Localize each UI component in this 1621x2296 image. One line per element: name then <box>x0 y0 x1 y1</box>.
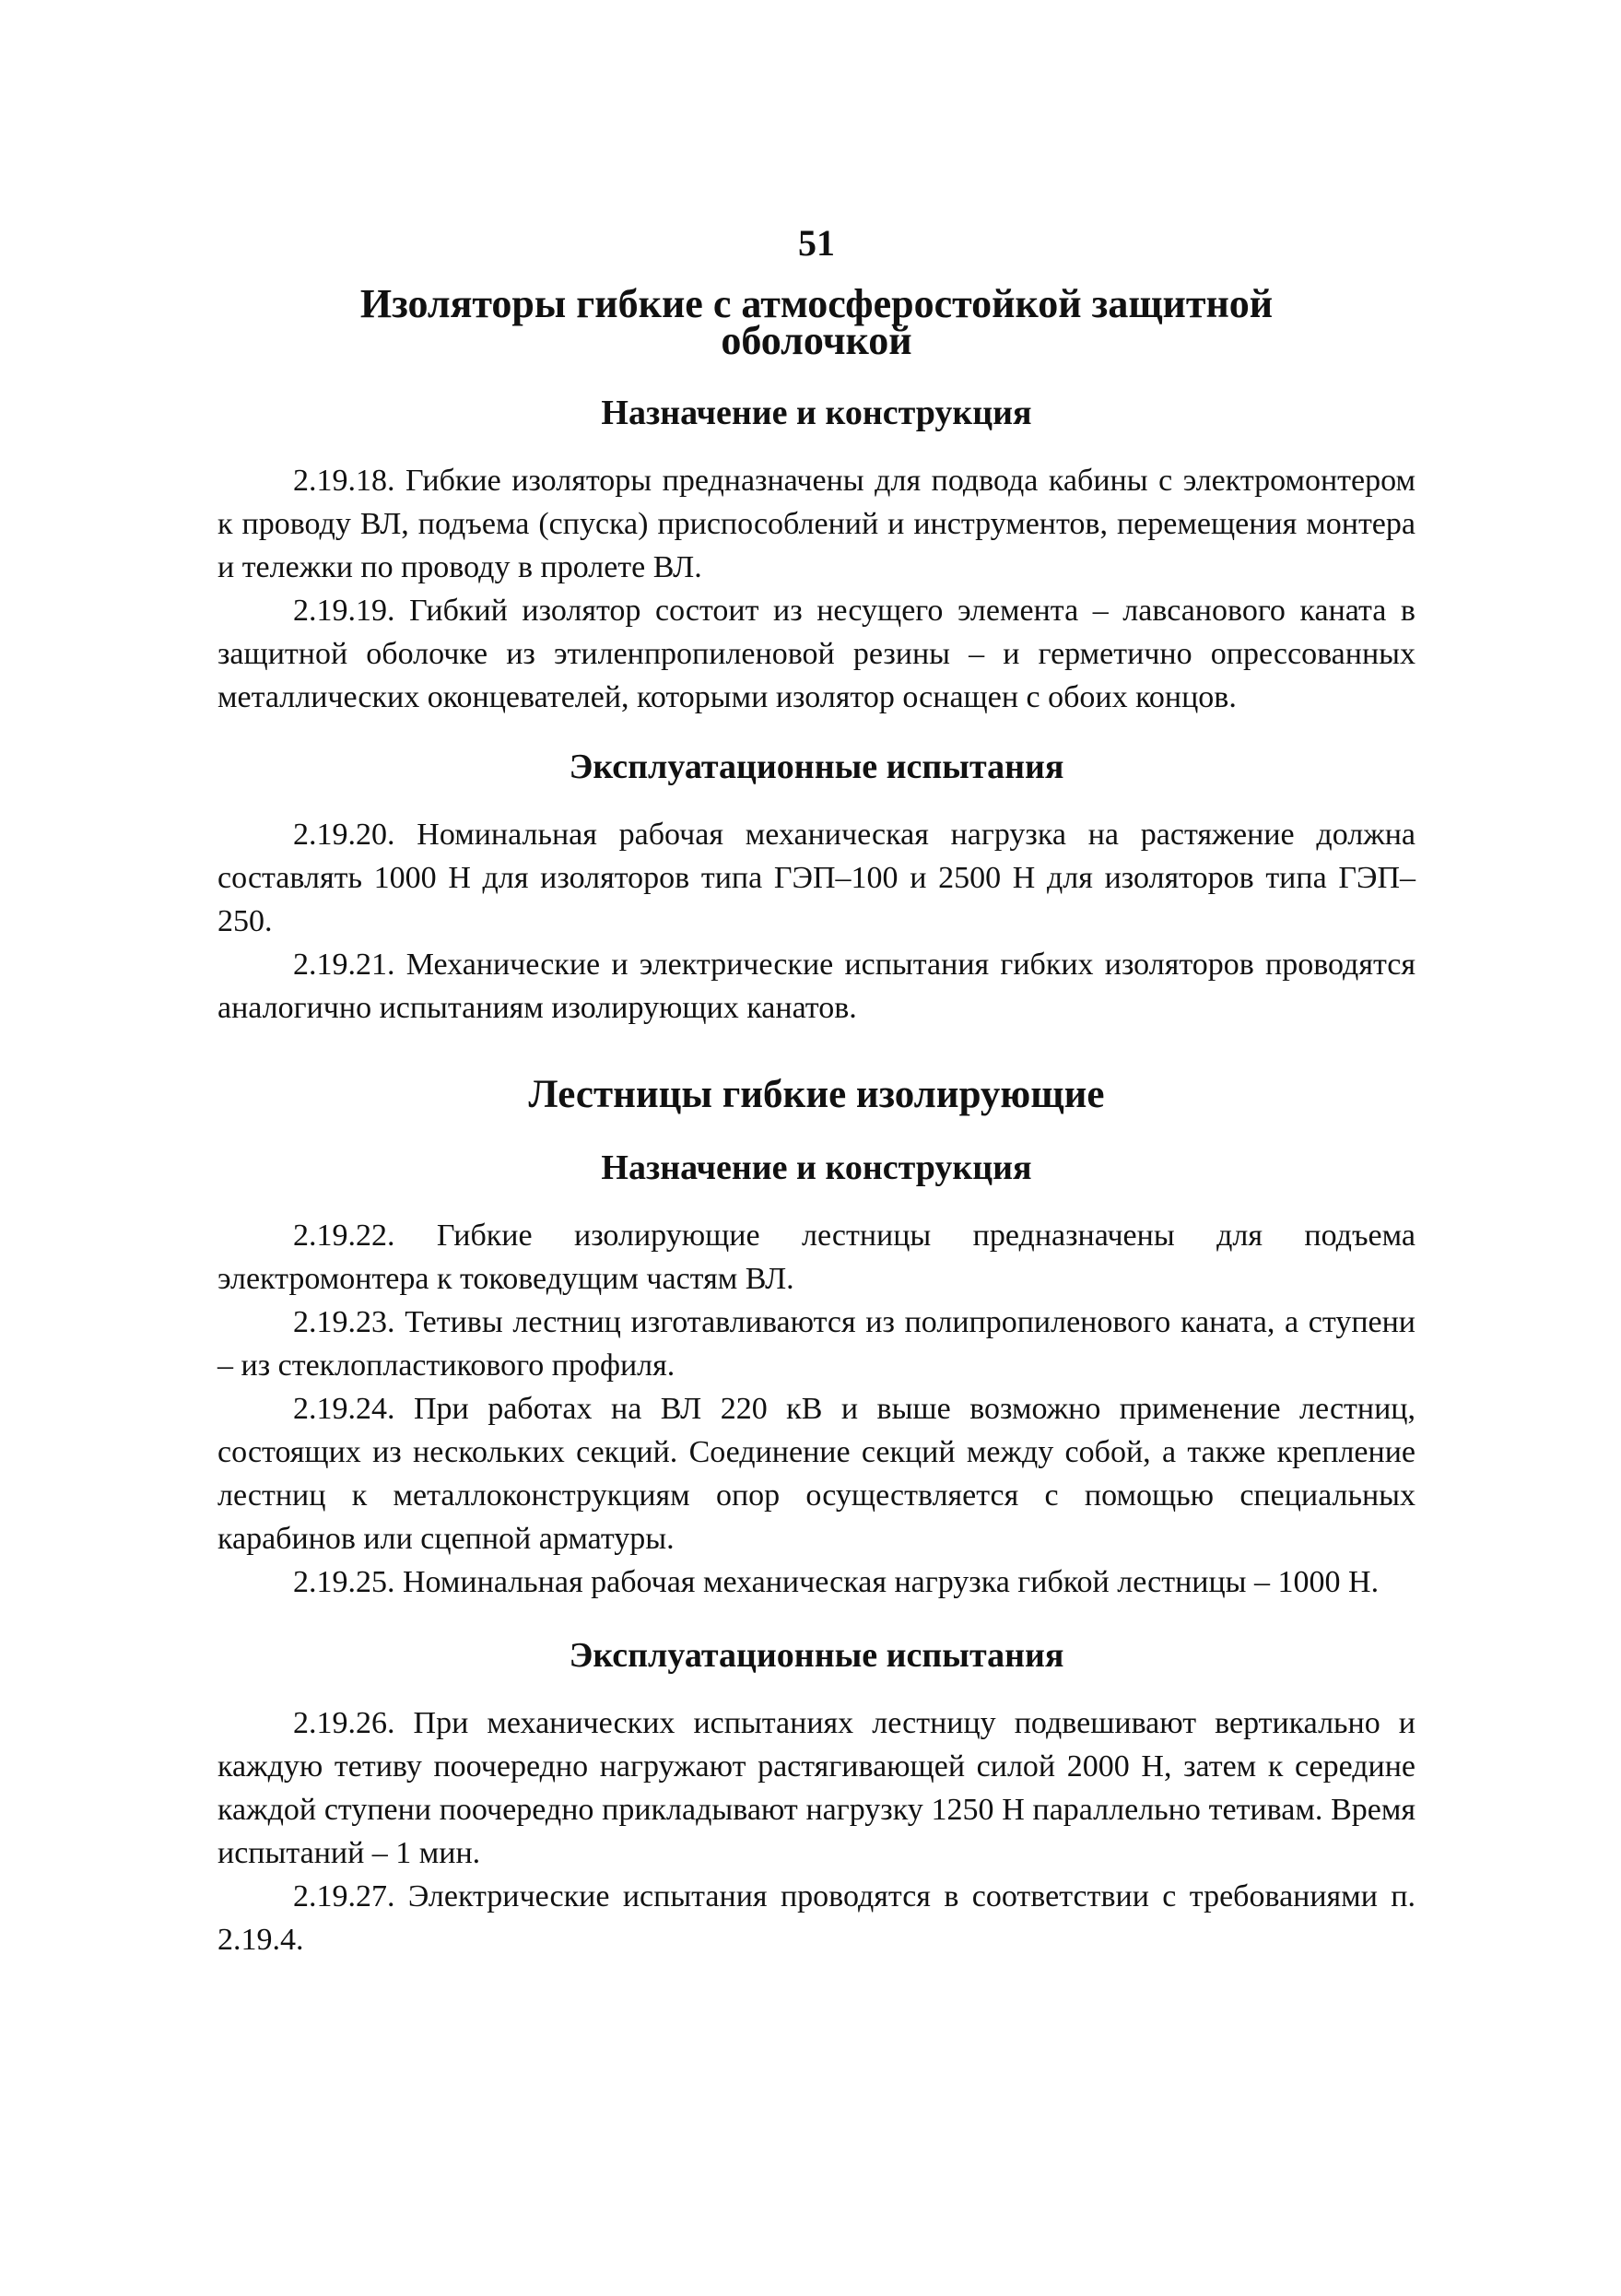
paragraph-2-19-26: 2.19.26. При механических испытаниях лестницу подвешивают вертикально и каждую тетиву поочередно нагружают растягивающей силой 2000 Н, затем к середине каждой ступени поочередно прикладывают нагрузку 1250 Н параллельно тетивам. Время испытаний – 1 мин. <box>217 1706 1415 1870</box>
document-title-line-1: Изоляторы гибкие с атмосферостойкой защитной <box>359 281 1274 326</box>
paragraph-2-19-25: 2.19.25. Номинальная рабочая механическая нагрузка гибкой лестницы – 1000 Н. <box>293 1565 1380 1599</box>
paragraph-2-19-18: 2.19.18. Гибкие изоляторы предназначены для подвода кабины с электромонтером к проводу ВЛ, подъема (спуска) приспособлений и инструментов, перемещения монтера и тележки по проводу в пролете ВЛ. <box>217 464 1415 584</box>
paragraph-group <box>217 459 1415 719</box>
paragraph-2-19-24: 2.19.24. При работах на ВЛ 220 кВ и выше возможно применение лестниц, состоящих из нескольких секций. Соединение секций между собой, а также крепление лестниц к металлоконструкциям опор осуществляется с помощью специальных карабинов или сцепной арматуры. <box>217 1392 1415 1556</box>
document-title <box>217 281 1415 363</box>
paragraph-2-19-20: 2.19.20. Номинальная рабочая механическая нагрузка на растяжение должна составлять 1000 Н для изоляторов типа ГЭП–100 и 2500 Н для изоляторов типа ГЭП–250. <box>217 818 1415 938</box>
paragraph-2-19-27: 2.19.27. Электрические испытания проводятся в соответствии с требованиями п. 2.19.4. <box>217 1879 1415 1957</box>
section-heading-operational-tests-2: Эксплуатационные испытания <box>569 1636 1064 1675</box>
paragraph-group <box>217 1214 1415 1604</box>
section-heading-purpose-design: Назначение и конструкция <box>601 394 1032 432</box>
paragraph-2-19-19: 2.19.19. Гибкий изолятор состоит из несущего элемента – лавсанового каната в защитной оболочке из этиленпропиленовой резины – и герметично опрессованных металлических оконцевателей, которыми изолятор оснащен с обоих концов. <box>217 594 1415 714</box>
paragraph-group <box>217 813 1415 1030</box>
section-heading-purpose-design-2: Назначение и конструкция <box>601 1148 1032 1187</box>
paragraph-group <box>217 1701 1415 1961</box>
paragraph-2-19-21: 2.19.21. Механические и электрические испытания гибких изоляторов проводятся аналогично испытаниям изолирующих канатов. <box>217 948 1415 1025</box>
paragraph-2-19-23: 2.19.23. Тетивы лестниц изготавливаются из полипропиленового каната, а ступени – из стеклопластикового профиля. <box>217 1305 1415 1383</box>
chapter-heading-flexible-ladders: Лестницы гибкие изолирующие <box>528 1073 1105 1116</box>
paragraph-2-19-22: 2.19.22. Гибкие изолирующие лестницы предназначены для подъема электромонтера к токоведущим частям ВЛ. <box>217 1219 1415 1296</box>
page-number: 51 <box>798 222 835 264</box>
section-heading-operational-tests: Эксплуатационные испытания <box>569 748 1064 786</box>
document-title-line-2: оболочкой <box>721 318 912 363</box>
document-page <box>217 221 1415 1993</box>
